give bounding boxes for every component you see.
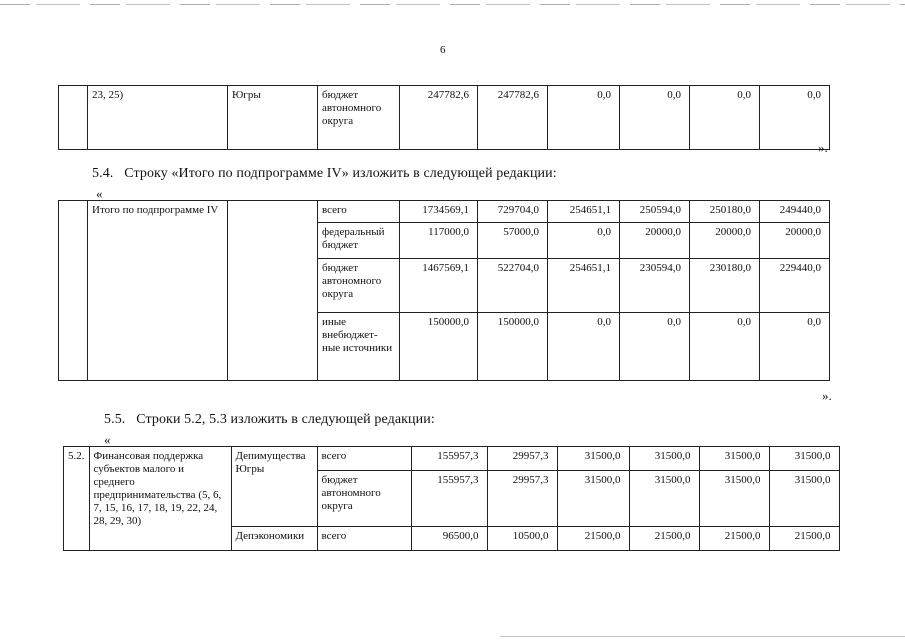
cell-value: 0,0 <box>760 313 830 381</box>
table-total-subprogram <box>58 200 830 381</box>
cell-source: всего <box>317 447 411 471</box>
cell-value: 57000,0 <box>478 223 548 259</box>
cell-executor: Депэкономики <box>231 527 317 551</box>
cell-value: 249440,0 <box>760 201 830 223</box>
cell-value: 31500,0 <box>769 471 839 527</box>
cell-value: 1734569,1 <box>400 201 478 223</box>
cell-value: 229440,0 <box>760 259 830 313</box>
cell-value: 20000,0 <box>620 223 690 259</box>
page-number: 6 <box>440 44 446 56</box>
table-row <box>64 447 840 471</box>
cell-value: 150000,0 <box>478 313 548 381</box>
cell-value: 0,0 <box>548 313 620 381</box>
scan-top-border <box>0 4 905 5</box>
section-5-5-heading: 5.5. Строки 5.2, 5.3 изложить в следующей редакции: <box>104 412 435 427</box>
cell-value: 0,0 <box>548 86 620 150</box>
cell-value: 247782,6 <box>478 86 548 150</box>
cell-num <box>59 201 88 381</box>
cell-value: 31500,0 <box>699 471 769 527</box>
cell-value: 522704,0 <box>478 259 548 313</box>
cell-source: всего <box>318 201 400 223</box>
cell-value: 20000,0 <box>690 223 760 259</box>
cell-value: 31500,0 <box>629 471 699 527</box>
opening-quote: « <box>96 186 103 201</box>
cell-source: бюджет автономного округа <box>317 471 411 527</box>
cell-value: 1467569,1 <box>400 259 478 313</box>
scan-bottom-border <box>500 636 905 637</box>
closing-quote: ». <box>822 388 832 403</box>
cell-total-label: Итого по подпрограмме IV <box>88 201 228 381</box>
cell-num: 5.2. <box>64 447 90 551</box>
cell-value: 0,0 <box>620 86 690 150</box>
cell-value: 0,0 <box>760 86 830 150</box>
cell-value: 21500,0 <box>769 527 839 551</box>
cell-source: бюджет автономного округа <box>318 259 400 313</box>
cell-value: 31500,0 <box>699 447 769 471</box>
cell-value: 254651,1 <box>548 201 620 223</box>
cell-source: федеральный бюджет <box>318 223 400 259</box>
cell-value: 29957,3 <box>487 447 557 471</box>
cell-executor <box>228 201 318 381</box>
cell-value: 155957,3 <box>411 447 487 471</box>
cell-value: 247782,6 <box>400 86 478 150</box>
cell-source: бюджет автономного округа <box>318 86 400 150</box>
cell-value: 729704,0 <box>478 201 548 223</box>
cell-value: 20000,0 <box>760 223 830 259</box>
cell-value: 29957,3 <box>487 471 557 527</box>
cell-value: 0,0 <box>690 313 760 381</box>
cell-value: 31500,0 <box>769 447 839 471</box>
table-continuation <box>58 85 830 150</box>
table-row <box>59 86 830 150</box>
cell-value: 0,0 <box>548 223 620 259</box>
cell-value: 31500,0 <box>557 447 629 471</box>
cell-source: иные внебюджет-ные источники <box>318 313 400 381</box>
cell-value: 0,0 <box>690 86 760 150</box>
cell-value: 117000,0 <box>400 223 478 259</box>
section-5-4-heading: 5.4. Строку «Итого по подпрограмме IV» изложить в следующей редакции: <box>92 166 557 181</box>
cell-value: 31500,0 <box>557 471 629 527</box>
cell-value: 21500,0 <box>629 527 699 551</box>
cell-value: 230180,0 <box>690 259 760 313</box>
cell-source: всего <box>317 527 411 551</box>
cell-value: 21500,0 <box>557 527 629 551</box>
cell-value: 21500,0 <box>699 527 769 551</box>
cell-value: 96500,0 <box>411 527 487 551</box>
table-row <box>59 201 830 223</box>
cell-value: 230594,0 <box>620 259 690 313</box>
cell-value: 254651,1 <box>548 259 620 313</box>
closing-quote: ». <box>818 140 828 155</box>
opening-quote: « <box>104 432 111 447</box>
table-rows-5-2 <box>63 446 840 551</box>
cell-num <box>59 86 88 150</box>
cell-value: 250180,0 <box>690 201 760 223</box>
cell-executor: Югры <box>228 86 318 150</box>
cell-value: 10500,0 <box>487 527 557 551</box>
cell-value: 0,0 <box>620 313 690 381</box>
cell-value: 150000,0 <box>400 313 478 381</box>
cell-name: 23, 25) <box>88 86 228 150</box>
cell-name: Финансовая поддержка субъектов малого и среднего предпринимательства (5, 6, 7, 15, 16, 17, 18, 19, 22, 24, 28, 29, 30) <box>89 447 231 551</box>
cell-executor: Депимущества Югры <box>231 447 317 527</box>
cell-value: 250594,0 <box>620 201 690 223</box>
cell-value: 155957,3 <box>411 471 487 527</box>
cell-value: 31500,0 <box>629 447 699 471</box>
